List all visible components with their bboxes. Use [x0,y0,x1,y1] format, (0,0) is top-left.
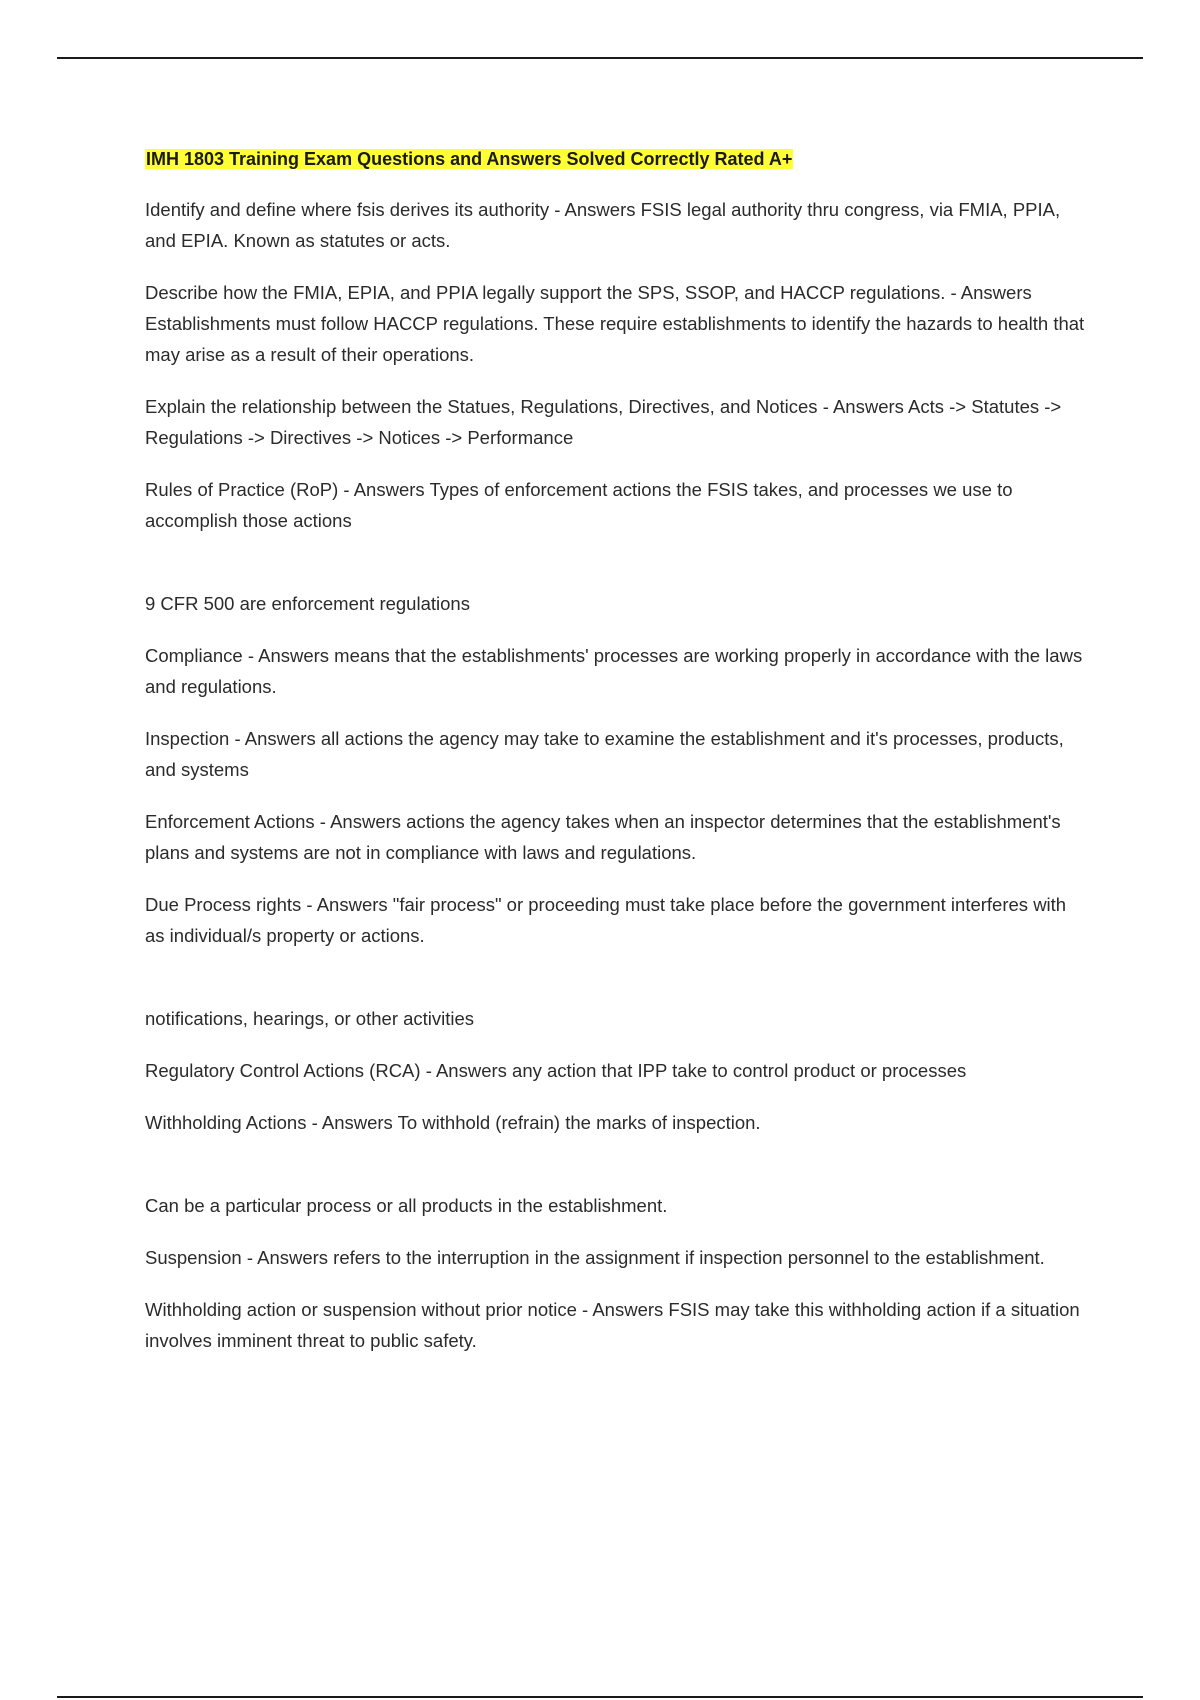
qa-paragraph-fsis-authority: Identify and define where fsis derives its authority - Answers FSIS legal authority thru congress, via FMIA, PPIA, and EPIA. Known as statutes or acts. [145,199,1061,251]
qa-paragraph-enforcement-actions: Enforcement Actions - Answers actions the agency takes when an inspector determines that the establishment's plans and systems are not in compliance with laws and regulations. [145,811,1061,863]
bottom-rule [57,1696,1143,1698]
qa-paragraph-suspension: Suspension - Answers refers to the interruption in the assignment if inspection personnel to the establishment. [145,1247,1045,1268]
top-rule [57,57,1143,59]
document-body [145,146,1090,1377]
qa-paragraph-rca: Regulatory Control Actions (RCA) - Answers any action that IPP take to control product or processes [145,1060,967,1081]
document-title: IMH 1803 Training Exam Questions and Answers Solved Correctly Rated A+ [146,149,793,169]
qa-paragraph-relationship: Explain the relationship between the Statues, Regulations, Directives, and Notices - Answers Acts -> Statutes -> Regulations -> Directives -> Notices -> Performance [145,396,1062,448]
paragraph-notifications: notifications, hearings, or other activities [145,1008,475,1029]
qa-paragraph-inspection: Inspection - Answers all actions the agency may take to examine the establishment and it's processes, products, and systems [145,728,1064,780]
qa-paragraph-rules-of-practice: Rules of Practice (RoP) - Answers Types of enforcement actions the FSIS takes, and processes we use to accomplish those actions [145,479,1013,531]
paragraph-9-cfr-500: 9 CFR 500 are enforcement regulations [145,593,470,614]
paragraph-particular-process: Can be a particular process or all products in the establishment. [145,1195,668,1216]
qa-paragraph-withholding-actions: Withholding Actions - Answers To withhold (refrain) the marks of inspection. [145,1112,761,1133]
qa-paragraph-due-process: Due Process rights - Answers "fair process" or proceeding must take place before the government interferes with as individual/s property or actions. [145,894,1067,946]
qa-paragraph-fmia-support: Describe how the FMIA, EPIA, and PPIA legally support the SPS, SSOP, and HACCP regulations. - Answers Establishments must follow HACCP regulations. These require establishments to identify the hazards to health that may arise as a result of their operations. [145,282,1085,365]
title-line [145,146,1090,174]
qa-paragraph-compliance: Compliance - Answers means that the establishments' processes are working properly in accordance with the laws and regulations. [145,645,1083,697]
qa-paragraph-withholding-without-notice: Withholding action or suspension without prior notice - Answers FSIS may take this withholding action if a situation involves imminent threat to public safety. [145,1299,1080,1351]
